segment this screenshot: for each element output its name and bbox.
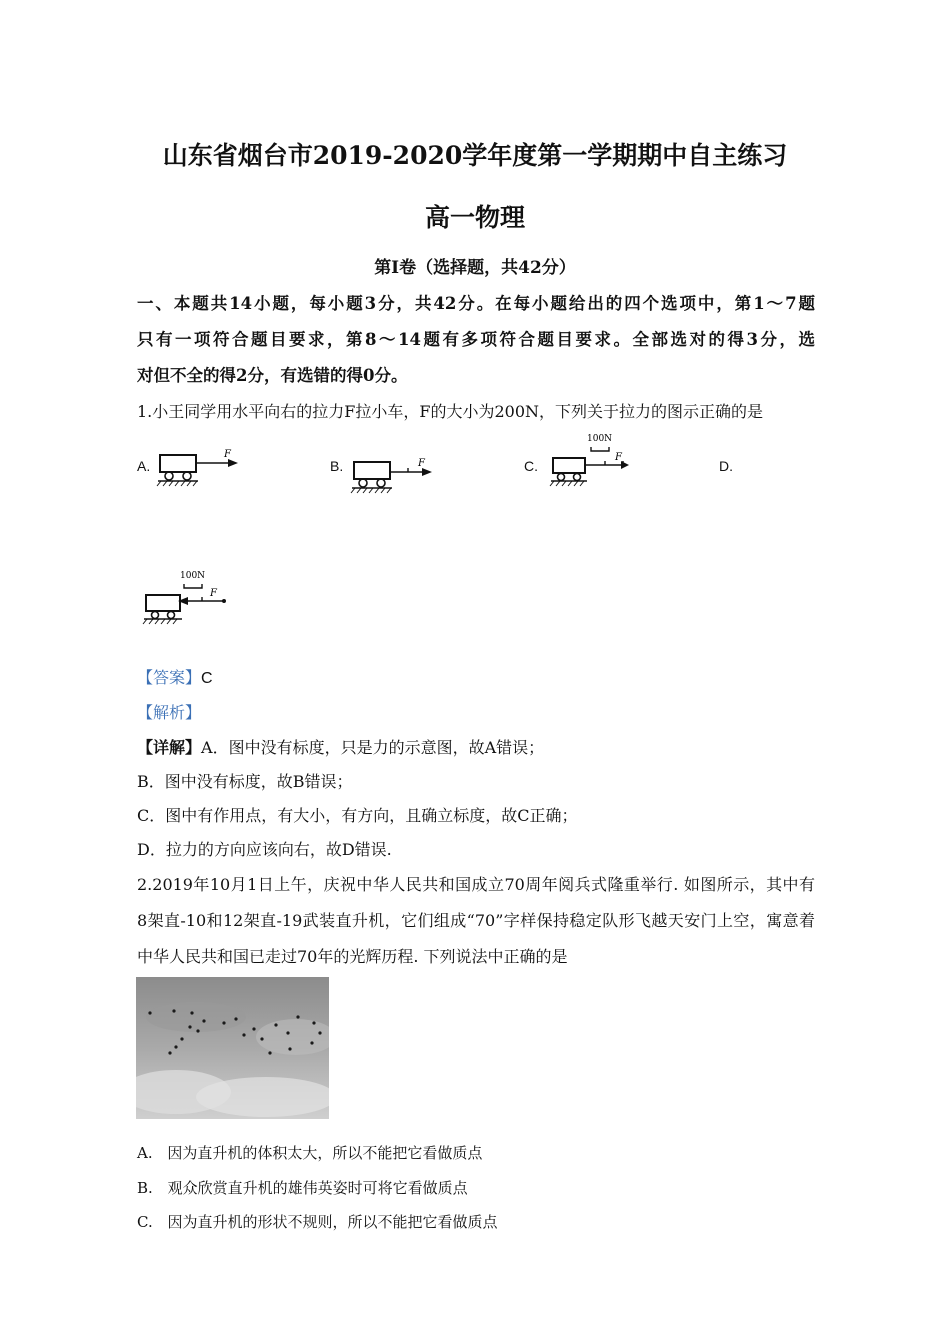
option-a-label: A. bbox=[137, 458, 151, 474]
choice-b bbox=[137, 1177, 468, 1198]
explain-tag: 【详解】 bbox=[137, 738, 202, 757]
document-subtitle: 高一物理 bbox=[424, 203, 525, 232]
question-2-stem-line-3: 中华人民共和国已走过70年的光辉历程. 下列说法中正确的是 bbox=[137, 947, 568, 966]
helicopter-formation-photo bbox=[136, 977, 329, 1119]
explanation-b: B．图中没有标度，故B错误； bbox=[137, 772, 353, 791]
option-c-scale-label: 100N bbox=[587, 434, 613, 444]
answer-tag: 【答案】 bbox=[137, 668, 202, 687]
instructions-line-3: 对但不全的得2分，有选错的得0分。 bbox=[137, 366, 408, 385]
choice-a-text: 因为直升机的体积太大，所以不能把它看做质点 bbox=[167, 1144, 483, 1162]
answer-value: C bbox=[201, 670, 213, 687]
option-c-label: C. bbox=[524, 458, 538, 474]
option-d-label: D. bbox=[719, 458, 733, 474]
question-2-stem-line-1: 2.2019年10月1日上午，庆祝中华人民共和国成立70周年阅兵式隆重举行. 如图所示，其中有 bbox=[137, 875, 815, 894]
choice-c-label: C. bbox=[137, 1213, 153, 1231]
instructions-line-1: 一、本题共14小题，每小题3分，共42分。在每小题给出的四个选项中，第1～7题 bbox=[137, 294, 815, 313]
explanation-d: D．拉力的方向应该向右，故D错误. bbox=[137, 840, 392, 859]
question-1-stem: 1.小王同学用水平向右的拉力F拉小车，F的大小为200N，下列关于拉力的图示正确的是 bbox=[137, 402, 764, 421]
option-c-force-label: F bbox=[615, 452, 622, 463]
document-title: 山东省烟台市2019-2020学年度第一学期期中自主练习 bbox=[162, 141, 788, 170]
answer-line bbox=[137, 665, 213, 688]
choice-b-label: B. bbox=[137, 1179, 153, 1197]
option-d-scale-label: 100N bbox=[180, 571, 206, 581]
instructions-line-2: 只有一项符合题目要求，第8～14题有多项符合题目要求。全部选对的得3分，选 bbox=[137, 330, 815, 349]
question-2-stem-line-2: 8架直-10和12架直-19武装直升机，它们组成“70”字样保持稳定队形飞越天安门上空，寓意着 bbox=[137, 911, 815, 930]
choice-b-text: 观众欣赏直升机的雄伟英姿时可将它看做质点 bbox=[167, 1179, 468, 1197]
choice-c-text: 因为直升机的形状不规则，所以不能把它看做质点 bbox=[167, 1213, 498, 1231]
option-d-force-label: F bbox=[210, 588, 217, 599]
choice-a bbox=[137, 1142, 482, 1163]
choice-c bbox=[137, 1211, 498, 1232]
option-b-diagram bbox=[346, 452, 441, 502]
option-b-force-label: F bbox=[418, 458, 425, 469]
option-a-force-label: F bbox=[224, 449, 231, 460]
option-a-diagram bbox=[152, 445, 247, 500]
option-d-diagram bbox=[138, 566, 238, 631]
explanation-line-a bbox=[137, 735, 544, 758]
choice-a-label: A. bbox=[137, 1144, 153, 1162]
analysis-tag: 【解析】 bbox=[137, 703, 202, 722]
section-heading: 第Ⅰ卷（选择题，共42分） bbox=[374, 258, 576, 278]
explanation-c: C．图中有作用点，有大小，有方向，且确立标度，故C正确； bbox=[137, 806, 578, 825]
option-c-diagram bbox=[545, 430, 645, 492]
explanation-a: A．图中没有标度，只是力的示意图，故A错误； bbox=[201, 738, 545, 757]
option-b-label: B. bbox=[330, 458, 344, 474]
